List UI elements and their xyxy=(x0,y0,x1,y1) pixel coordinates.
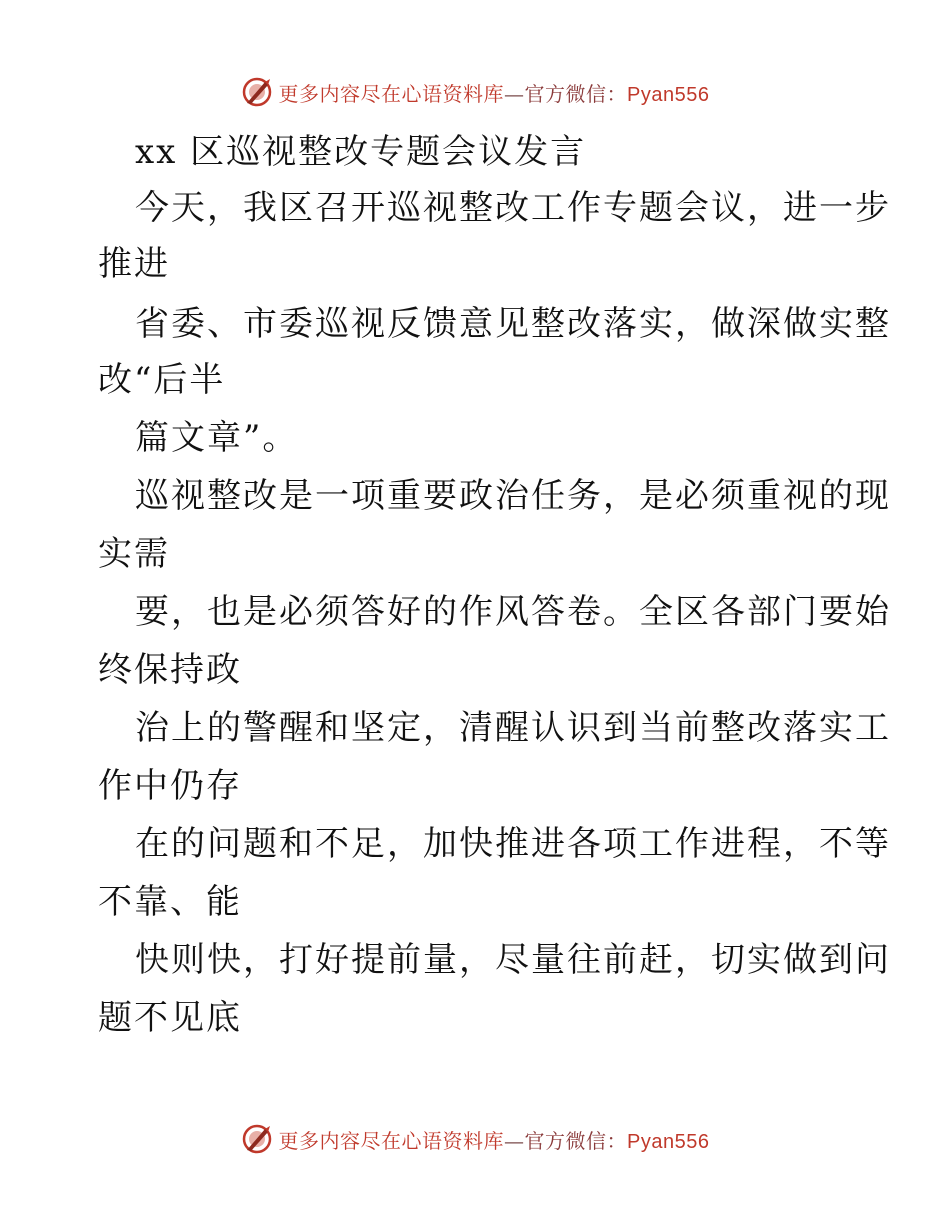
paragraph-line: 作中仍存 xyxy=(98,766,242,806)
paragraph-line: 在的问题和不足，加快推进各项工作进程，不等 xyxy=(135,824,891,864)
paragraph-line: 治上的警醒和坚定，清醒认识到当前整改落实工 xyxy=(135,708,891,748)
paragraph-line: 实需 xyxy=(98,534,170,574)
paragraph-line: 要，也是必须答好的作风答卷。全区各部门要始 xyxy=(135,592,891,632)
paragraph-line: 快则快，打好提前量，尽量往前赶，切实做到问 xyxy=(135,940,891,980)
paragraph-line: 不靠、能 xyxy=(98,882,242,922)
paragraph-line: 省委、市委巡视反馈意见整改落实，做深做实整 xyxy=(135,304,891,344)
paragraph-line: 今天，我区召开巡视整改工作专题会议，进一步 xyxy=(135,188,891,228)
quill-pen-logo-icon xyxy=(241,76,273,108)
paragraph-line: 篇文章”。 xyxy=(135,418,299,458)
watermark-text: 更多内容尽在心语资料库—官方微信：Pyan556 xyxy=(278,1128,710,1153)
paragraph-line: 巡视整改是一项重要政治任务，是必须重视的现 xyxy=(135,476,891,516)
paragraph-line: 终保持政 xyxy=(98,650,242,690)
header-watermark xyxy=(0,70,950,114)
document-title: xx 区巡视整改专题会议发言 xyxy=(135,132,587,172)
quill-pen-logo-icon xyxy=(241,1123,273,1155)
paragraph-line: 推进 xyxy=(98,244,170,284)
paragraph-line: 改“后半 xyxy=(98,360,226,400)
footer-watermark xyxy=(0,1117,950,1161)
paragraph-line: 题不见底 xyxy=(98,998,242,1038)
watermark-text: 更多内容尽在心语资料库—官方微信：Pyan556 xyxy=(278,81,710,106)
